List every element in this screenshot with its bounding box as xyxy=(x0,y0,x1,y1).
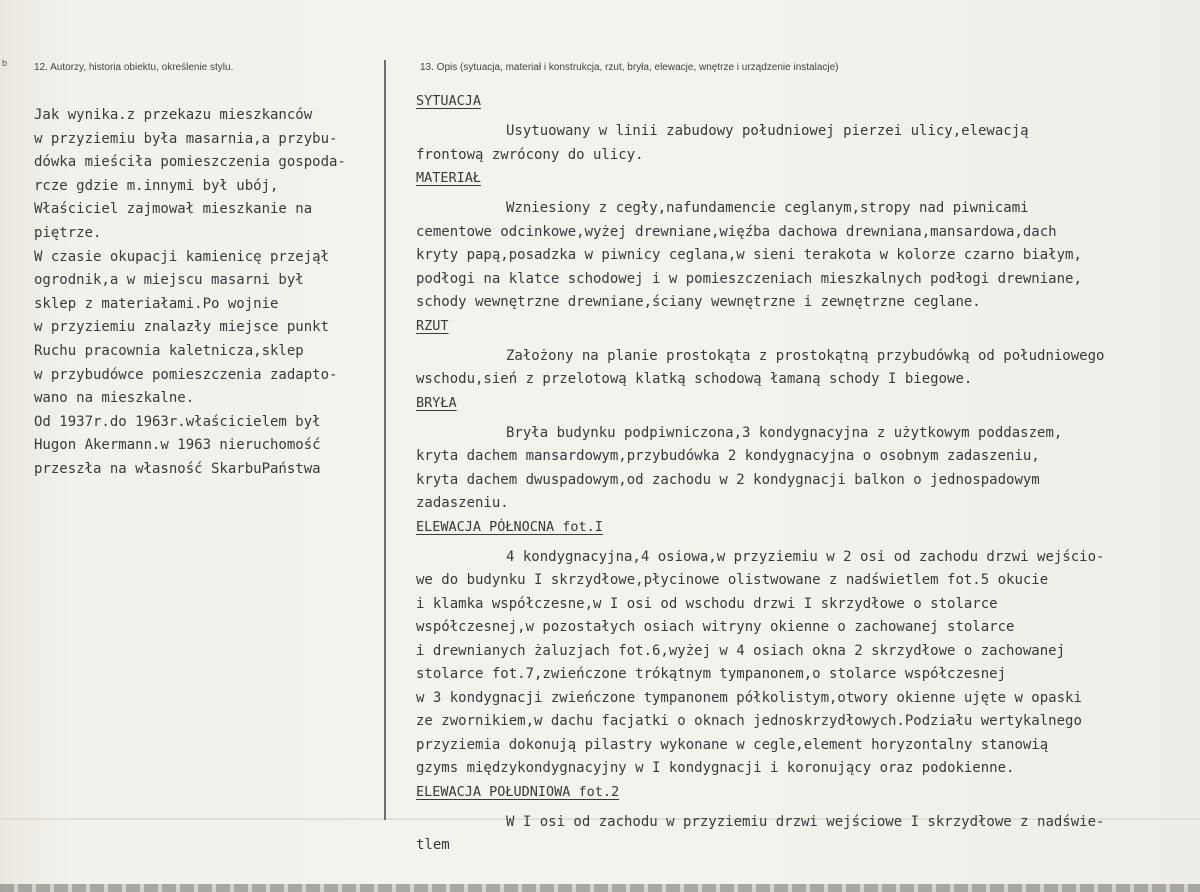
section-line: Założony na planie prostokąta z prostokątną przybudówką od południowego xyxy=(506,347,1105,364)
section-line: wschodu,sień z przelotową klatką schodową łamaną schody I biegowe. xyxy=(416,371,973,387)
description-section xyxy=(416,392,1200,516)
description-section xyxy=(416,167,1200,315)
header-authors-history: 12. Autorzy, historia obiektu, określenie stylu. xyxy=(34,62,234,73)
section-line: kryta dachem dwuspadowym,od zachodu w 2 kondygnacji balkon o jednospadowym xyxy=(416,471,1040,488)
history-line: Ruchu pracownia kaletnicza,sklep xyxy=(34,342,304,359)
section-line: kryty papą,posadzka w piwnicy ceglana,w sieni terakota w kolorze czarno białym, xyxy=(416,247,1082,263)
page-bottom-edge xyxy=(0,884,1200,892)
section-line: Usytuowany w linii zabudowy południowej pierzei ulicy,elewacją xyxy=(506,123,1029,139)
section-line: gzyms międzykondygnacyjny w I kondygnacji i koronujący oraz podokienne. xyxy=(416,760,1015,776)
history-line: w przyziemiu znalazły miejsce punkt xyxy=(34,319,330,336)
section-line: W I osi od zachodu w przyziemiu drzwi wejściowe I skrzydłowe z nadświe- xyxy=(506,813,1105,830)
section-line: stolarce fot.7,zwieńczone trókątnym tympanonem,o stolarce współczesnej xyxy=(416,666,1007,682)
history-line: Od 1937r.do 1963r.właścicielem był xyxy=(34,413,321,430)
description-section xyxy=(416,781,1200,858)
history-line: Właściciel zajmował mieszkanie na xyxy=(34,201,313,218)
history-line: rcze gdzie m.innymi był ubój, xyxy=(34,177,279,194)
description-section xyxy=(416,90,1200,167)
section-line: 4 kondygnacyjna,4 osiowa,w przyziemiu w 2 osi od zachodu drzwi wejścio- xyxy=(506,548,1105,565)
section-body xyxy=(416,811,1200,858)
section-line: cementowe odcinkowe,wyżej drewniane,więźba dachowa drewniana,mansardowa,dach xyxy=(416,223,1057,240)
history-line: w przyziemiu była masarnia,a przybu- xyxy=(34,130,338,147)
edge-mark: b xyxy=(2,58,8,68)
section-line: ze zwornikiem,w dachu facjatki o oknach jednoskrzydłowych.Podziału wertykalnego xyxy=(416,713,1082,729)
section-line: we do budynku I skrzydłowe,płycinowe olistwowane z nadświetlem fot.5 okucie xyxy=(416,572,1049,588)
section-title: SYTUACJA xyxy=(416,93,482,109)
history-line: sklep z materiałami.Po wojnie xyxy=(34,295,279,312)
section-line: przyziemia dokonują pilastry wykonane w cegle,element horyzontalny stanowią xyxy=(416,736,1049,753)
section-line: i drewnianych żaluzjach fot.6,wyżej w 4 osiach okna 2 skrzydłowe o zachowanej xyxy=(416,642,1066,659)
history-line: piętrze. xyxy=(34,224,102,241)
description-column xyxy=(416,90,1200,858)
section-line: w 3 kondygnacji zwieńczone tympanonem półkolistym,otwory okienne ujęte w opaski xyxy=(416,689,1082,706)
history-line: W czasie okupacji kamienicę przejął xyxy=(34,248,330,265)
header-description: 13. Opis (sytuacja, materiał i konstrukcja, rzut, bryła, elewacje, wnętrze i urządzenie instalacje) xyxy=(420,62,839,73)
description-section xyxy=(416,315,1200,392)
section-title: RZUT xyxy=(416,317,449,334)
section-line: kryta dachem mansardowym,przybudówka 2 kondygnacyjna o osobnym zadaszeniu, xyxy=(416,448,1040,464)
section-body xyxy=(416,546,1200,781)
column-divider xyxy=(384,60,386,820)
section-body xyxy=(416,422,1200,516)
section-body xyxy=(416,197,1200,315)
section-line: Bryła budynku podpiwniczona,3 kondygnacyjna z użytkowym poddaszem, xyxy=(506,424,1063,441)
section-line: podłogi na klatce schodowej i w pomieszczeniach mieszkalnych podłogi drewniane, xyxy=(416,270,1082,287)
history-line: wano na mieszkalne. xyxy=(34,390,195,407)
section-title: MATERIAŁ xyxy=(416,170,482,186)
history-line: Jak wynika.z przekazu mieszkanców xyxy=(34,107,313,123)
section-title: ELEWACJA PÓŁNOCNA fot.I xyxy=(416,518,603,535)
section-line: Wzniesiony z cegły,nafundamencie ceglanym,stropy nad piwnicami xyxy=(506,200,1029,216)
history-line: ogrodnik,a w miejscu masarni był xyxy=(34,272,304,289)
section-line: zadaszeniu. xyxy=(416,495,509,511)
section-line: frontową zwrócony do ulicy. xyxy=(416,146,644,163)
history-line: Hugon Akermann.w 1963 nieruchomość xyxy=(34,437,321,454)
description-section xyxy=(416,516,1200,781)
section-body xyxy=(416,120,1200,167)
section-title: ELEWACJA POŁUDNIOWA fot.2 xyxy=(416,783,620,800)
section-body xyxy=(416,345,1200,392)
history-line: przeszła na własność SkarbuPaństwa xyxy=(34,460,321,477)
history-line: dówka mieściła pomieszczenia gospoda- xyxy=(34,154,346,171)
section-line: i klamka współczesne,w I osi od wschodu drzwi I skrzydłowe o stolarce xyxy=(416,595,998,612)
section-line: tlem xyxy=(416,837,450,853)
section-line: współczesnej,w pozostałych osiach witryny okienne o zachowanej stolarce xyxy=(416,619,1015,635)
history-line: w przybudówce pomieszczenia zadapto- xyxy=(34,366,338,383)
section-title: BRYŁA xyxy=(416,394,457,411)
history-column xyxy=(34,104,384,482)
section-line: schody wewnętrzne drewniane,ściany wewnętrzne i zewnętrzne ceglane. xyxy=(416,294,981,310)
